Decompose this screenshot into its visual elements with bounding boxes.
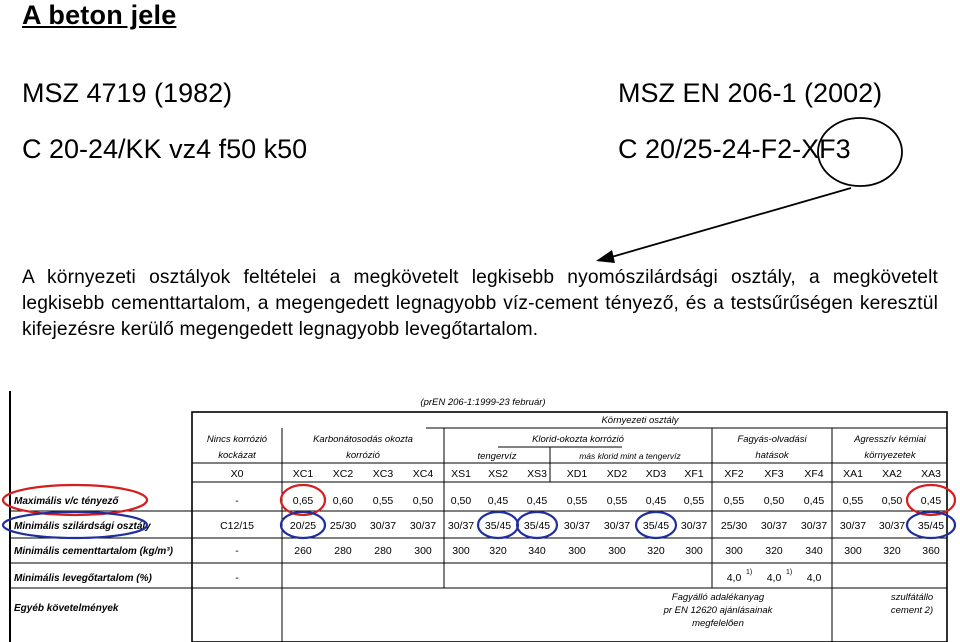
table-cell: 25/30 bbox=[720, 520, 748, 532]
class-cell: XA1 bbox=[843, 468, 863, 480]
table-cell: 30/37 bbox=[409, 520, 437, 532]
table-cell: 0,45 bbox=[526, 495, 548, 507]
row-label-air: Minimális levegőtartalom (%) bbox=[14, 573, 152, 584]
table-cell: 30/37 bbox=[447, 520, 475, 532]
table-cell: 0,50 bbox=[881, 495, 903, 507]
footnote-mark: 1) bbox=[746, 569, 753, 576]
new-standard-name: MSZ EN 206-1 (2002) bbox=[618, 78, 883, 108]
table-cell: 4,0 bbox=[726, 572, 742, 584]
table-cell: 30/37 bbox=[878, 520, 906, 532]
table-cell: 0,55 bbox=[723, 495, 745, 507]
old-standard-name: MSZ 4719 (1982) bbox=[22, 78, 233, 108]
header-freeze-thaw-2: hatások bbox=[755, 450, 789, 461]
table-cell: 300 bbox=[568, 545, 586, 557]
class-cell: XD1 bbox=[566, 468, 588, 480]
table-cell: 360 bbox=[922, 545, 940, 557]
row-label-cement: Minimális cementtartalom (kg/m³) bbox=[14, 546, 173, 557]
header-chemical-2: környezetek bbox=[864, 450, 916, 461]
header-other-chloride: más klorid mint a tengervíz bbox=[579, 451, 681, 461]
header-chemical-1: Agresszív kémiai bbox=[854, 434, 926, 445]
row-label-other: Egyéb követelmények bbox=[14, 603, 119, 614]
table-cell: - bbox=[235, 545, 239, 557]
class-cell: XC1 bbox=[292, 468, 314, 480]
table-cell: 4,0 bbox=[806, 572, 822, 584]
arrow-line bbox=[608, 188, 851, 258]
table-cell: 340 bbox=[528, 545, 546, 557]
table-cell: 300 bbox=[452, 545, 470, 557]
table-cell: 30/37 bbox=[839, 520, 867, 532]
table-cell: 0,45 bbox=[803, 495, 825, 507]
old-standard-code: C 20-24/KK vz4 f50 k50 bbox=[22, 134, 308, 164]
group-header: Környezeti osztály bbox=[601, 415, 679, 426]
table-cell: 300 bbox=[725, 545, 743, 557]
class-cell: XC3 bbox=[372, 468, 394, 480]
new-standard-code: C 20/25-24-F2-XF3 bbox=[618, 134, 851, 164]
table-cell: - bbox=[235, 572, 239, 584]
table-cell: 35/45 bbox=[917, 520, 945, 532]
header-no-risk-2: kockázat bbox=[218, 450, 256, 461]
class-cell: XS2 bbox=[488, 468, 508, 480]
note-right-1: szulfátállo bbox=[890, 592, 934, 603]
table-cell: 280 bbox=[374, 545, 392, 557]
table-cell: 300 bbox=[608, 545, 626, 557]
table-cell: 340 bbox=[805, 545, 823, 557]
class-cell: XC2 bbox=[332, 468, 354, 480]
table-cell: 300 bbox=[844, 545, 862, 557]
table-cell: 0,55 bbox=[566, 495, 588, 507]
note-center-2: pr EN 12620 ajánlásainak bbox=[663, 605, 773, 616]
table-cell: 260 bbox=[294, 545, 312, 557]
note-center-1: Fagyálló adalékanyag bbox=[671, 592, 765, 603]
header-seawater: tengervíz bbox=[477, 451, 517, 462]
table-cell: - bbox=[235, 495, 239, 507]
table-cell: 35/45 bbox=[484, 520, 512, 532]
class-cell: XF2 bbox=[724, 468, 744, 480]
table-cell: 4,0 bbox=[766, 572, 782, 584]
table-cell: 30/37 bbox=[369, 520, 397, 532]
table-cell: 0,45 bbox=[487, 495, 509, 507]
table-cell: 300 bbox=[685, 545, 703, 557]
footnote-mark: 1) bbox=[786, 569, 793, 576]
header-freeze-thaw-1: Fagyás-olvadási bbox=[737, 434, 807, 445]
row-label-wc: Maximális v/c tényező bbox=[14, 496, 119, 507]
class-cell: XF4 bbox=[804, 468, 824, 480]
table-cell: 0,55 bbox=[683, 495, 705, 507]
table-cell: 0,50 bbox=[763, 495, 785, 507]
class-cell: XA3 bbox=[921, 468, 941, 480]
class-cell: XD2 bbox=[606, 468, 628, 480]
table-cell: 0,60 bbox=[332, 495, 354, 507]
header-carbonation-2: korrózió bbox=[346, 450, 380, 461]
table-cell: 0,55 bbox=[606, 495, 628, 507]
table-cell: 320 bbox=[765, 545, 783, 557]
table-cell: 30/37 bbox=[603, 520, 631, 532]
header-no-risk-1: Nincs korrózió bbox=[206, 434, 268, 445]
class-cell: XF3 bbox=[764, 468, 784, 480]
class-cell: XD3 bbox=[645, 468, 667, 480]
header-carbonation-1: Karbonátosodás okozta bbox=[313, 434, 413, 445]
class-cell: XF1 bbox=[684, 468, 704, 480]
xf3-circle bbox=[818, 118, 902, 186]
table-cell: 0,50 bbox=[412, 495, 434, 507]
note-right-2: cement 2) bbox=[890, 605, 934, 616]
row-label-strength: Minimális szilárdsági osztály bbox=[14, 521, 151, 532]
class-cell: XC4 bbox=[412, 468, 434, 480]
table-cell: 320 bbox=[883, 545, 901, 557]
table-cell: 0,50 bbox=[450, 495, 472, 507]
table-cell: 320 bbox=[647, 545, 665, 557]
table-cell: 0,45 bbox=[645, 495, 667, 507]
table-cell: 35/45 bbox=[523, 520, 551, 532]
class-cell: XS1 bbox=[451, 468, 471, 480]
arrow-head bbox=[596, 250, 615, 263]
table-cell: 35/45 bbox=[642, 520, 670, 532]
table-source: (prEN 206-1:1999-23 február) bbox=[420, 397, 546, 408]
class-cell: XS3 bbox=[527, 468, 547, 480]
class-cell: X0 bbox=[230, 468, 244, 480]
table-cell: 30/37 bbox=[800, 520, 828, 532]
table-cell: 30/37 bbox=[563, 520, 591, 532]
class-cell: XA2 bbox=[882, 468, 902, 480]
table-cell: 25/30 bbox=[329, 520, 357, 532]
table-cell: 0,65 bbox=[292, 495, 314, 507]
table-cell: 320 bbox=[489, 545, 507, 557]
table-cell: 0,45 bbox=[920, 495, 942, 507]
scanned-table bbox=[0, 385, 960, 642]
table-cell: 30/37 bbox=[760, 520, 788, 532]
note-center-3: megfelelően bbox=[692, 618, 744, 629]
table-cell: 280 bbox=[334, 545, 352, 557]
description-paragraph: A környezeti osztályok feltételei a megkövetelt legkisebb nyomószilárdsági osztály, a megkövetelt legkisebb cementtartalom, a megengedett legnagyobb víz-cement tényező, és a testsűrűségen keresztül kifejezésre kerülő megengedett legnagyobb levegőtartalom. bbox=[22, 267, 938, 340]
table-cell: C12/15 bbox=[220, 520, 254, 532]
table-cell: 0,55 bbox=[372, 495, 394, 507]
table-cell: 0,55 bbox=[842, 495, 864, 507]
table-cell: 30/37 bbox=[680, 520, 708, 532]
header-chloride: Klorid-okozta korrózió bbox=[532, 434, 624, 445]
table-cell: 300 bbox=[414, 545, 432, 557]
page-title: A beton jele bbox=[22, 0, 177, 30]
table-cell: 20/25 bbox=[289, 520, 317, 532]
